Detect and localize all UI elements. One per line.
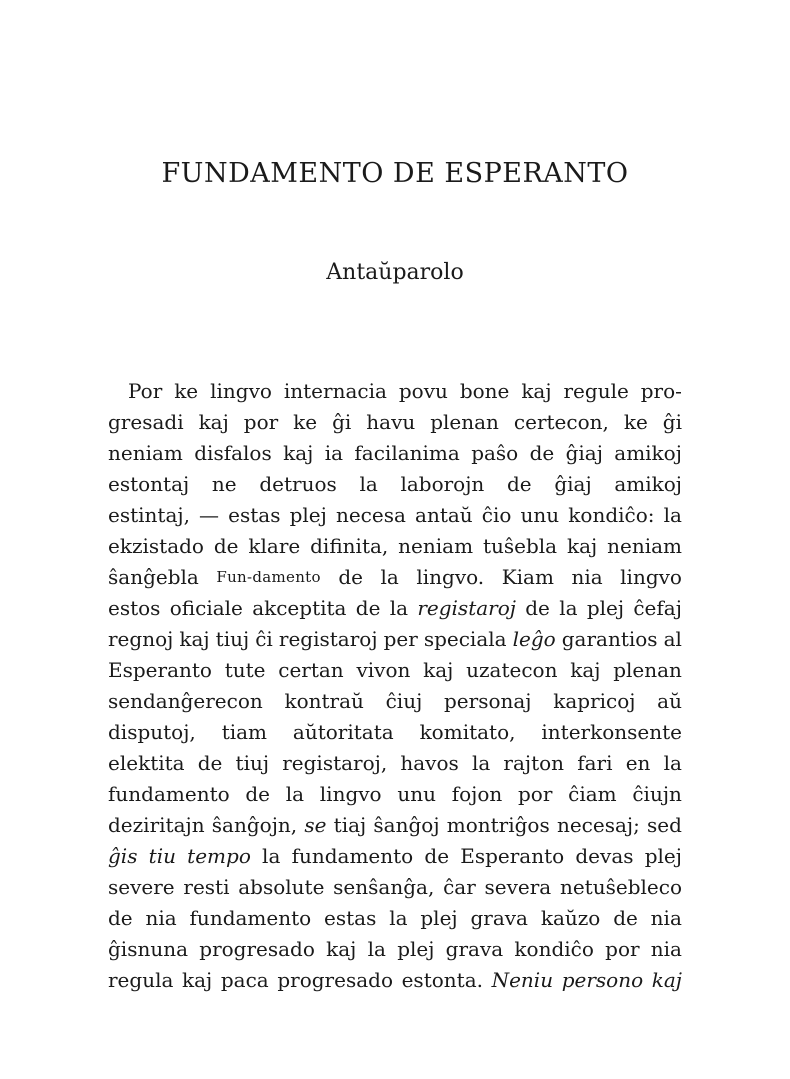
word: neniam	[607, 534, 682, 558]
word: regula	[108, 968, 174, 992]
word: progresado	[277, 968, 393, 992]
word: la	[559, 596, 578, 620]
word: la	[471, 751, 491, 775]
word: amikoj	[614, 441, 682, 465]
word: tiuj	[215, 627, 250, 651]
word: tiaj	[333, 813, 367, 837]
word: lingvo	[319, 782, 382, 806]
word: disputoj,	[108, 720, 196, 744]
word: leĝo	[512, 627, 556, 651]
word: garantios	[561, 627, 658, 651]
word: tiuj	[235, 751, 270, 775]
word: ekzistado	[108, 534, 204, 558]
word: la	[262, 844, 281, 868]
word: kondiĉo	[514, 937, 594, 961]
word: Neniu	[491, 968, 554, 992]
word: kaj	[651, 968, 682, 992]
word: sendanĝerecon	[108, 689, 263, 713]
word: la	[389, 596, 409, 620]
word: estas	[324, 906, 377, 930]
word: la	[663, 751, 682, 775]
word: de	[245, 782, 271, 806]
word: ŝanĝebla	[108, 565, 199, 589]
word: al	[663, 627, 682, 651]
word: certan	[278, 658, 344, 682]
word: ĉiuj	[385, 689, 423, 713]
word: plenan	[430, 410, 499, 434]
word: regule	[563, 379, 629, 403]
word: ĉiujn	[632, 782, 682, 806]
word: grava	[470, 906, 528, 930]
word: certecon,	[513, 410, 609, 434]
word: se	[304, 813, 327, 837]
word: ĝisnuna	[108, 937, 189, 961]
word: necesa	[335, 503, 406, 527]
word: plej	[586, 596, 625, 620]
word: povu	[398, 379, 448, 403]
word: de	[197, 751, 223, 775]
word: plej	[644, 844, 682, 868]
word: progresado	[199, 937, 315, 961]
word: bone	[459, 379, 510, 403]
word: fojon	[451, 782, 503, 806]
text-line	[108, 500, 682, 531]
body-paragraph	[108, 376, 682, 996]
text-line	[108, 872, 682, 903]
text-line	[108, 748, 682, 779]
word: kapricoj	[553, 689, 636, 713]
text-line	[108, 376, 682, 407]
word: tuŝebla	[482, 534, 558, 558]
word: persono	[561, 968, 644, 992]
word: rajton	[503, 751, 565, 775]
word: plej	[420, 906, 458, 930]
word: fundamento	[189, 906, 312, 930]
word: aŭ	[657, 689, 682, 713]
text-line	[108, 841, 682, 872]
word: Fun-damento	[216, 568, 321, 586]
word: kaj	[179, 627, 210, 651]
word: registaroj	[417, 596, 516, 620]
word: havu	[366, 410, 416, 434]
word: ia	[324, 441, 344, 465]
word: severe	[108, 875, 175, 899]
text-line	[108, 810, 682, 841]
text-line	[108, 562, 682, 593]
word: difinita,	[310, 534, 389, 558]
word: plej	[397, 937, 435, 961]
word: en	[625, 751, 651, 775]
word: deziritajn	[108, 813, 205, 837]
text-line	[108, 531, 682, 562]
word: severa	[484, 875, 552, 899]
word: lingvo.	[416, 565, 485, 589]
word: ĝiaj	[554, 472, 592, 496]
word: la	[380, 565, 399, 589]
word: ne	[211, 472, 237, 496]
word: estos	[108, 596, 161, 620]
word: havos	[400, 751, 459, 775]
word: ke	[174, 379, 199, 403]
word: tiu	[148, 844, 176, 868]
section-heading: Antaŭparolo	[326, 260, 464, 285]
word: personaj	[444, 689, 532, 713]
word: gresadi	[108, 410, 184, 434]
word: tempo	[187, 844, 251, 868]
word: laborojn	[400, 472, 485, 496]
word: estonta.	[401, 968, 483, 992]
word: por	[518, 782, 553, 806]
word: ĝi	[332, 410, 352, 434]
text-line	[108, 407, 682, 438]
word: grava	[445, 937, 504, 961]
word: registaroj	[278, 627, 378, 651]
word: speciala	[423, 627, 507, 651]
word: de	[424, 844, 450, 868]
word: fundamento	[108, 782, 230, 806]
word: paŝo	[471, 441, 519, 465]
word: Kiam	[501, 565, 554, 589]
word: montriĝos	[446, 813, 550, 837]
word: por	[605, 937, 640, 961]
word: kondiĉo:	[568, 503, 655, 527]
word: regnoj	[108, 627, 174, 651]
word: de	[213, 534, 239, 558]
word: per	[383, 627, 418, 651]
text-line	[108, 903, 682, 934]
word: elektita	[108, 751, 185, 775]
word: amikoj	[614, 472, 682, 496]
word: Esperanto	[108, 658, 212, 682]
word: kaj	[423, 658, 454, 682]
word: kaŭzo	[540, 906, 601, 930]
word: ĉefaj	[633, 596, 682, 620]
text-line	[108, 624, 682, 655]
word: internacia	[283, 379, 387, 403]
word: la	[389, 906, 408, 930]
word: ĉi	[255, 627, 273, 651]
word: lingvo	[620, 565, 682, 589]
word: ke	[623, 410, 648, 434]
word: sed	[647, 813, 682, 837]
word: kaj	[570, 658, 601, 682]
word: akceptita	[252, 596, 347, 620]
word: por	[243, 410, 279, 434]
word: pro-	[640, 379, 682, 403]
word: oficiale	[169, 596, 243, 620]
word: kaj	[566, 534, 598, 558]
word: senŝanĝa,	[333, 875, 435, 899]
text-line	[108, 934, 682, 965]
word: necesaj;	[556, 813, 640, 837]
word: registaroj,	[282, 751, 388, 775]
word: ĝi	[662, 410, 682, 434]
word: estas	[228, 503, 281, 527]
text-line	[108, 686, 682, 717]
word: de	[108, 906, 133, 930]
word: fundamento	[291, 844, 414, 868]
word: kaj	[521, 379, 552, 403]
word: nia	[145, 906, 177, 930]
word: estontaj	[108, 472, 190, 496]
word: de	[338, 565, 363, 589]
word: nia	[650, 906, 682, 930]
word: la	[359, 472, 378, 496]
word: tute	[224, 658, 266, 682]
word: facilanima	[354, 441, 460, 465]
word: ŝanĝoj	[373, 813, 440, 837]
word: la	[285, 782, 305, 806]
word: lingvo	[210, 379, 272, 403]
word: unu	[520, 503, 560, 527]
page-title: FUNDAMENTO DE ESPERANTO	[161, 158, 629, 189]
text-line	[108, 779, 682, 810]
text-line	[108, 717, 682, 748]
word: de	[507, 472, 532, 496]
word: de	[355, 596, 381, 620]
text-line	[108, 438, 682, 469]
word: tiam	[221, 720, 268, 744]
word: Esperanto	[460, 844, 565, 868]
word: ke	[293, 410, 318, 434]
word: la	[367, 937, 386, 961]
word: Por	[128, 379, 163, 403]
word: la	[663, 503, 682, 527]
word: neniam	[108, 441, 183, 465]
word: estintaj,	[108, 503, 190, 527]
word: de	[525, 596, 550, 620]
word: fari	[577, 751, 613, 775]
word: uzatecon	[466, 658, 558, 682]
word: absolute	[238, 875, 325, 899]
word: nia	[650, 937, 682, 961]
word: devas	[575, 844, 634, 868]
text-line	[108, 469, 682, 500]
word: plej	[289, 503, 327, 527]
word: antaŭ	[415, 503, 473, 527]
word: ĝis	[108, 844, 138, 868]
word: paca	[220, 968, 269, 992]
word: ĉiam	[568, 782, 617, 806]
word: —	[199, 503, 220, 527]
word: unu	[397, 782, 436, 806]
word: ĉio	[481, 503, 512, 527]
word: disfalos	[194, 441, 272, 465]
word: kaj	[283, 441, 314, 465]
word: klare	[248, 534, 301, 558]
word: de	[613, 906, 638, 930]
word: resti	[183, 875, 230, 899]
word: de	[529, 441, 555, 465]
word: plenan	[613, 658, 682, 682]
word: kaj	[182, 968, 213, 992]
word: detruos	[259, 472, 337, 496]
word: kontraŭ	[284, 689, 364, 713]
word: neniam	[398, 534, 474, 558]
word: ŝanĝojn,	[211, 813, 298, 837]
word: netuŝebleco	[559, 875, 682, 899]
word: kaj	[326, 937, 357, 961]
text-line	[108, 965, 682, 996]
word: ĝiaj	[565, 441, 603, 465]
text-line	[108, 593, 682, 624]
word: nia	[571, 565, 603, 589]
word: ĉar	[443, 875, 476, 899]
word: aŭtoritata	[292, 720, 394, 744]
word: komitato,	[419, 720, 516, 744]
word: vivon	[356, 658, 411, 682]
text-line	[108, 655, 682, 686]
word: kaj	[198, 410, 229, 434]
word: interkonsente	[541, 720, 682, 744]
